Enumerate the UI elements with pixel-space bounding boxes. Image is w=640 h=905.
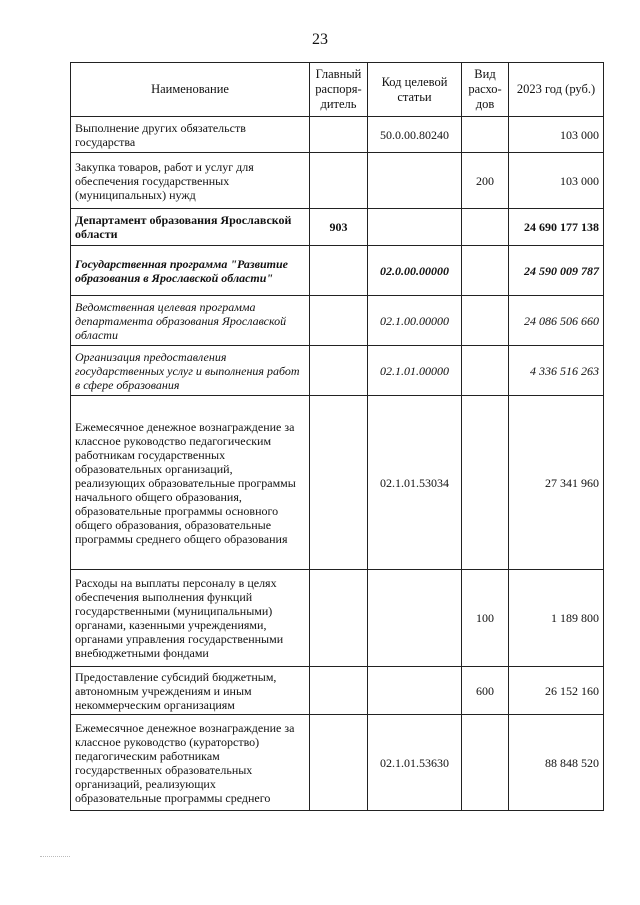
- row-admin-cell: [310, 346, 368, 396]
- row-admin-cell: [310, 246, 368, 296]
- row-name-cell: Выполнение других обязательств государства: [71, 117, 310, 153]
- row-amount-cell: 24 086 506 660: [509, 296, 604, 346]
- scan-mark: [40, 852, 70, 857]
- table-row: [71, 296, 604, 346]
- row-amount-cell: 103 000: [509, 117, 604, 153]
- header-code: Код целевой статьи: [368, 63, 462, 117]
- header-name: Наименование: [71, 63, 310, 117]
- row-code-cell: [368, 667, 462, 715]
- table-row: [71, 667, 604, 715]
- row-admin-cell: 903: [310, 209, 368, 246]
- budget-table: [70, 62, 604, 811]
- row-type-cell: [462, 246, 509, 296]
- header-type: Вид расхо-дов: [462, 63, 509, 117]
- row-name-cell: Предоставление субсидий бюджетным, автономным учреждениям и иным некоммерческим организациям: [71, 667, 310, 715]
- row-type-cell: [462, 296, 509, 346]
- row-name-cell: Департамент образования Ярославской области: [71, 209, 310, 246]
- row-type-cell: [462, 715, 509, 811]
- table-row: [71, 117, 604, 153]
- row-admin-cell: [310, 667, 368, 715]
- row-amount-cell: 1 189 800: [509, 570, 604, 667]
- header-amount: 2023 год (руб.): [509, 63, 604, 117]
- table-row: [71, 570, 604, 667]
- row-admin-cell: [310, 570, 368, 667]
- row-amount-cell: 4 336 516 263: [509, 346, 604, 396]
- row-code-cell: [368, 153, 462, 209]
- row-name-cell: Государственная программа "Развитие образования в Ярославской области": [71, 246, 310, 296]
- row-name-cell: Организация предоставления государственных услуг и выполнения работ в сфере образования: [71, 346, 310, 396]
- row-amount-cell: 103 000: [509, 153, 604, 209]
- row-code-cell: 50.0.00.80240: [368, 117, 462, 153]
- header-admin: Главный распоря-дитель: [310, 63, 368, 117]
- row-type-cell: [462, 117, 509, 153]
- row-admin-cell: [310, 153, 368, 209]
- row-amount-cell: 26 152 160: [509, 667, 604, 715]
- row-code-cell: [368, 209, 462, 246]
- row-admin-cell: [310, 296, 368, 346]
- table-row: [71, 346, 604, 396]
- row-code-cell: 02.1.01.00000: [368, 346, 462, 396]
- table-row: [71, 153, 604, 209]
- row-code-cell: 02.1.00.00000: [368, 296, 462, 346]
- row-code-cell: 02.0.00.00000: [368, 246, 462, 296]
- row-amount-cell: 24 590 009 787: [509, 246, 604, 296]
- table-row: [71, 246, 604, 296]
- row-name-cell: Закупка товаров, работ и услуг для обеспечения государственных (муниципальных) нужд: [71, 153, 310, 209]
- page-number: 23: [312, 31, 328, 48]
- row-amount-cell: 27 341 960: [509, 396, 604, 570]
- row-code-cell: 02.1.01.53034: [368, 396, 462, 570]
- row-admin-cell: [310, 396, 368, 570]
- row-type-cell: [462, 209, 509, 246]
- table-row: [71, 209, 604, 246]
- row-type-cell: [462, 396, 509, 570]
- table-body: [71, 117, 604, 811]
- row-name-cell: Ведомственная целевая программа департамента образования Ярославской области: [71, 296, 310, 346]
- row-name-cell: Ежемесячное денежное вознаграждение за классное руководство (кураторство) педагогическим работникам государственных образовательных организаций, реализующих образовательные программы среднего: [71, 715, 310, 811]
- row-type-cell: [462, 346, 509, 396]
- header-row: [71, 63, 604, 117]
- row-amount-cell: 88 848 520: [509, 715, 604, 811]
- row-type-cell: 100: [462, 570, 509, 667]
- row-admin-cell: [310, 715, 368, 811]
- row-admin-cell: [310, 117, 368, 153]
- row-name-cell: Ежемесячное денежное вознаграждение за классное руководство педагогическим работникам государственных образовательных организаций, реализующих образовательные программы начального общего образования, образовательные программы основного общего образования, образовательные программы среднего общего образования: [71, 396, 310, 570]
- table-row: [71, 715, 604, 811]
- row-amount-cell: 24 690 177 138: [509, 209, 604, 246]
- row-type-cell: 600: [462, 667, 509, 715]
- row-code-cell: [368, 570, 462, 667]
- row-type-cell: 200: [462, 153, 509, 209]
- row-code-cell: 02.1.01.53630: [368, 715, 462, 811]
- row-name-cell: Расходы на выплаты персоналу в целях обеспечения выполнения функций государственными (муниципальными) органами, казенными учреждениями, органами управления государственными внебюджетными фондами: [71, 570, 310, 667]
- table-row: [71, 396, 604, 570]
